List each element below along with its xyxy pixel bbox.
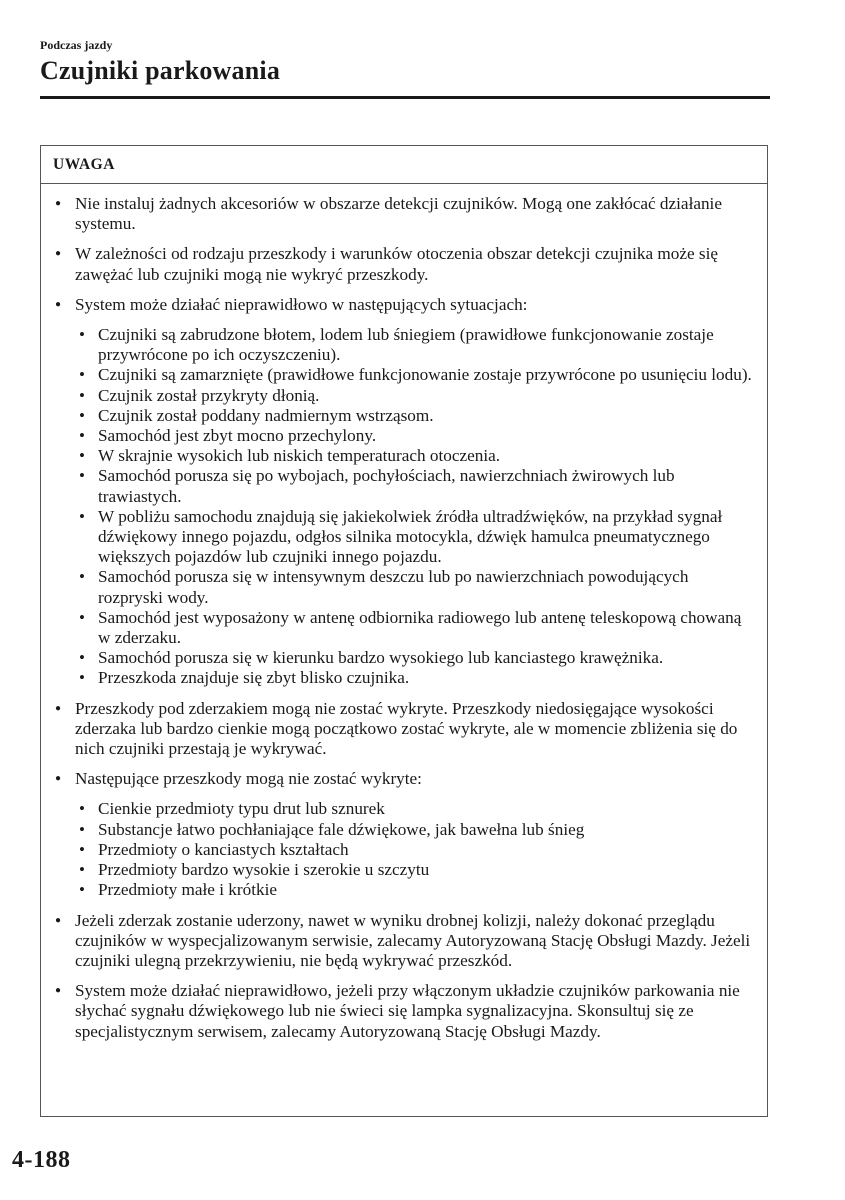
sub-list-item: • Samochód jest wyposażony w antenę odbiornika radiowego lub antenę teleskopową chowaną w zderzaku. <box>77 608 757 648</box>
sub-list-item: • W skrajnie wysokich lub niskich temperaturach otoczenia. <box>77 446 757 466</box>
notice-item <box>52 769 757 900</box>
notice-item <box>52 295 757 689</box>
notice-list <box>52 194 757 1042</box>
sub-list-item: • Przeszkoda znajduje się zbyt blisko czujnika. <box>77 668 757 688</box>
notice-item-text: W zależności od rodzaju przeszkody i warunków otoczenia obszar detekcji czujnika może się zawężać lub czujniki mogą nie wykryć przeszkody. <box>75 244 718 284</box>
sub-list-item: • Cienkie przedmioty typu drut lub sznurek <box>77 799 757 819</box>
page-title: Czujniki parkowania <box>40 56 281 85</box>
notice-item-text: System może działać nieprawidłowo, jeżeli przy włączonym układzie czujników parkowania nie słychać sygnału dźwiękowego lub nie świeci się lampka sygnalizacyjna. Skonsultuj się ze specjalistycznym serwisem, zalecamy Autoryzowaną Stację Obsługi Mazdy. <box>75 981 740 1041</box>
sub-list-item: • Czujnik został poddany nadmiernym wstrząsom. <box>77 406 757 426</box>
sub-list-item: • Samochód porusza się w kierunku bardzo wysokiego lub kanciastego krawężnika. <box>77 648 757 668</box>
malfunction-situations-list <box>77 325 757 689</box>
sub-list-item: • Przedmioty małe i krótkie <box>77 880 757 900</box>
notice-header: UWAGA <box>41 146 767 184</box>
sub-list-item: • Czujnik został przykryty dłonią. <box>77 386 757 406</box>
title-divider <box>40 96 770 99</box>
notice-item-text: System może działać nieprawidłowo w następujących sytuacjach: <box>75 294 528 314</box>
sub-list-item: • Substancje łatwo pochłaniające fale dźwiękowe, jak bawełna lub śnieg <box>77 820 757 840</box>
notice-item <box>52 981 757 1042</box>
sub-list-item: • W pobliżu samochodu znajdują się jakiekolwiek źródła ultradźwięków, na przykład sygnał dźwiękowy innego pojazdu, odgłos silnika motocykla, dźwięk hamulca pneumatycznego większych pojazdów lub czujniki innego pojazdu. <box>77 507 757 568</box>
notice-item <box>52 699 757 760</box>
notice-item-text: Jeżeli zderzak zostanie uderzony, nawet w wyniku drobnej kolizji, należy dokonać przeglądu czujników w wyspecjalizowanym serwisie, zalecamy Autoryzowaną Stację Obsługi Mazdy. Jeżeli czujniki ulegną przekrzywieniu, nie będą wykrywać przeszkód. <box>75 910 751 970</box>
sub-list-item: • Samochód jest zbyt mocno przechylony. <box>77 426 757 446</box>
notice-box <box>40 145 768 1117</box>
sub-list-item: • Samochód porusza się w intensywnym deszczu lub po nawierzchniach powodujących rozpryski wody. <box>77 567 757 607</box>
notice-content <box>41 184 767 1042</box>
page-number: 4-188 <box>12 1147 71 1173</box>
sub-list-item: • Czujniki są zabrudzone błotem, lodem lub śniegiem (prawidłowe funkcjonowanie zostaje przywrócone po ich oczyszczeniu). <box>77 325 757 365</box>
notice-item <box>52 244 757 284</box>
sub-list-item: • Przedmioty o kanciastych kształtach <box>77 840 757 860</box>
sub-list-item: • Przedmioty bardzo wysokie i szerokie u szczytu <box>77 860 757 880</box>
notice-item-text: Przeszkody pod zderzakiem mogą nie zostać wykryte. Przeszkody niedosięgające wysokości zderzaka lub bardzo cienkie mogą początkowo zostać wykryte, ale w momencie zbliżenia się do nich czujniki przestają je wykrywać. <box>75 698 738 759</box>
section-label: Podczas jazdy <box>40 38 113 52</box>
notice-item-text: Następujące przeszkody mogą nie zostać wykryte: <box>75 769 422 789</box>
notice-item <box>52 911 757 972</box>
notice-item <box>52 194 757 234</box>
sub-list-item: • Czujniki są zamarznięte (prawidłowe funkcjonowanie zostaje przywrócone po usunięciu lodu). <box>77 365 757 385</box>
notice-item-text: Nie instaluj żadnych akcesoriów w obszarze detekcji czujników. Mogą one zakłócać działanie systemu. <box>75 194 722 234</box>
sub-list-item: • Samochód porusza się po wybojach, pochyłościach, nawierzchniach żwirowych lub trawiastych. <box>77 466 757 506</box>
undetected-obstacles-list <box>77 799 757 900</box>
